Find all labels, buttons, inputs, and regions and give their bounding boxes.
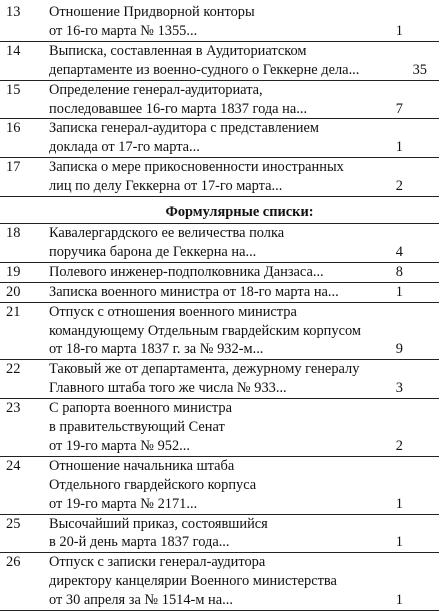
entry-description bbox=[49, 224, 381, 262]
entry-line: С рапорта военного министра bbox=[49, 400, 232, 417]
table-row bbox=[0, 553, 439, 611]
page-count: 8 bbox=[395, 263, 403, 280]
entry-description bbox=[49, 515, 381, 553]
entry-number: 14 bbox=[6, 42, 21, 59]
table-row bbox=[0, 399, 439, 457]
table-row bbox=[0, 158, 439, 197]
table-row bbox=[0, 457, 439, 515]
entry-number: 19 bbox=[6, 263, 21, 280]
entry-line: поручика барона де Геккерна на... bbox=[49, 243, 257, 260]
entry-line: от 16-го марта № 1355... bbox=[49, 22, 198, 39]
entry-line: командующему Отдельным гвардейским корпусом bbox=[49, 322, 361, 339]
entry-line: Определение генерал-аудиториата, bbox=[49, 81, 263, 98]
entry-number: 22 bbox=[6, 361, 21, 378]
entry-line: Отношение начальника штаба bbox=[49, 457, 235, 474]
entry-line: Полевого инженер-подполковника Данзаса... bbox=[49, 263, 324, 280]
entry-line: в правительствующий Сенат bbox=[49, 419, 225, 436]
entry-line: Кавалергардского ее величества полка bbox=[49, 224, 285, 241]
table-row bbox=[0, 119, 439, 158]
page-count: 4 bbox=[395, 243, 403, 260]
entry-line: Таковый же от департамента, дежурному генералу bbox=[49, 361, 360, 378]
entry-line: Главного штаба того же числа № 933... bbox=[49, 380, 287, 397]
page-count: 2 bbox=[395, 437, 403, 454]
entry-line: директору канцелярии Военного министерства bbox=[49, 573, 337, 590]
entries-after-section bbox=[0, 224, 439, 611]
page-count: 1 bbox=[395, 283, 403, 300]
entry-description bbox=[49, 303, 381, 360]
entry-line: Отпуск с записки генерал-аудитора bbox=[49, 554, 266, 571]
entry-line: от 30 апреля за № 1514-м на... bbox=[49, 592, 233, 609]
page-count: 7 bbox=[395, 100, 403, 117]
entry-description bbox=[49, 158, 381, 196]
entry-number: 26 bbox=[6, 554, 21, 571]
table-row bbox=[0, 303, 439, 361]
entry-number: 25 bbox=[6, 515, 21, 532]
entry-line: от 18-го марта 1837 г. за № 932-м... bbox=[49, 341, 264, 358]
entry-number: 13 bbox=[6, 4, 21, 20]
table-row bbox=[0, 224, 439, 263]
entry-line: департаменте из военно-судного о Геккерне дела... bbox=[49, 61, 360, 78]
table-row bbox=[0, 515, 439, 554]
entry-number: 17 bbox=[6, 159, 21, 176]
page-count: 1 bbox=[395, 139, 403, 156]
page-count: 9 bbox=[395, 341, 403, 358]
entry-description bbox=[49, 283, 381, 302]
table-row bbox=[0, 42, 439, 81]
table-row bbox=[0, 283, 439, 303]
entry-line: Записка военного министра от 18-го марта на... bbox=[49, 283, 339, 300]
entry-description bbox=[49, 3, 381, 41]
entry-line: от 19-го марта № 2171... bbox=[49, 495, 198, 512]
entry-line: Высочайший приказ, состоявшийся bbox=[49, 515, 268, 532]
entry-number: 23 bbox=[6, 400, 21, 417]
entry-line: Отпуск с отношения военного министра bbox=[49, 303, 297, 320]
entry-number: 16 bbox=[6, 120, 21, 137]
entry-description bbox=[49, 360, 381, 398]
entry-line: в 20-й день марта 1837 года... bbox=[49, 534, 230, 551]
entry-number: 15 bbox=[6, 81, 21, 98]
page-count: 1 bbox=[395, 592, 403, 609]
document-table bbox=[0, 3, 439, 611]
page-count: 35 bbox=[412, 61, 427, 78]
page-count: 1 bbox=[395, 22, 403, 39]
page-count: 3 bbox=[395, 380, 403, 397]
entries-before-section bbox=[0, 3, 439, 197]
page-count: 2 bbox=[395, 178, 403, 195]
entry-description bbox=[49, 399, 381, 456]
section-heading bbox=[0, 197, 439, 224]
entry-line: Отношение Придворной конторы bbox=[49, 4, 255, 20]
entry-description bbox=[49, 553, 381, 610]
entry-number: 18 bbox=[6, 224, 21, 241]
page-count: 1 bbox=[395, 534, 403, 551]
entry-description bbox=[49, 263, 381, 282]
page-count: 1 bbox=[395, 495, 403, 512]
table-row bbox=[0, 3, 439, 42]
entry-line: Записка о мере прикосновенности иностранных bbox=[49, 159, 344, 176]
entry-line: лиц по делу Геккерна от 17-го марта... bbox=[49, 178, 283, 195]
entry-description bbox=[49, 42, 381, 80]
entry-description bbox=[49, 457, 381, 514]
entry-description bbox=[49, 119, 381, 157]
table-row bbox=[0, 81, 439, 120]
entry-line: Записка генерал-аудитора с представлением bbox=[49, 120, 319, 137]
entry-description bbox=[49, 81, 381, 119]
entry-number: 24 bbox=[6, 457, 21, 474]
table-row bbox=[0, 263, 439, 283]
entry-line: от 19-го марта № 952... bbox=[49, 437, 190, 454]
entry-line: Выписка, составленная в Аудиториатском bbox=[49, 42, 307, 59]
entry-line: Отдельного гвардейского корпуса bbox=[49, 476, 257, 493]
entry-line: последовавшее 16-го марта 1837 года на... bbox=[49, 100, 308, 117]
entry-line: доклада от 17-го марта... bbox=[49, 139, 200, 156]
section-title: Формулярные списки: bbox=[165, 204, 314, 221]
entry-number: 20 bbox=[6, 283, 21, 300]
entry-number: 21 bbox=[6, 303, 21, 320]
table-row bbox=[0, 360, 439, 399]
